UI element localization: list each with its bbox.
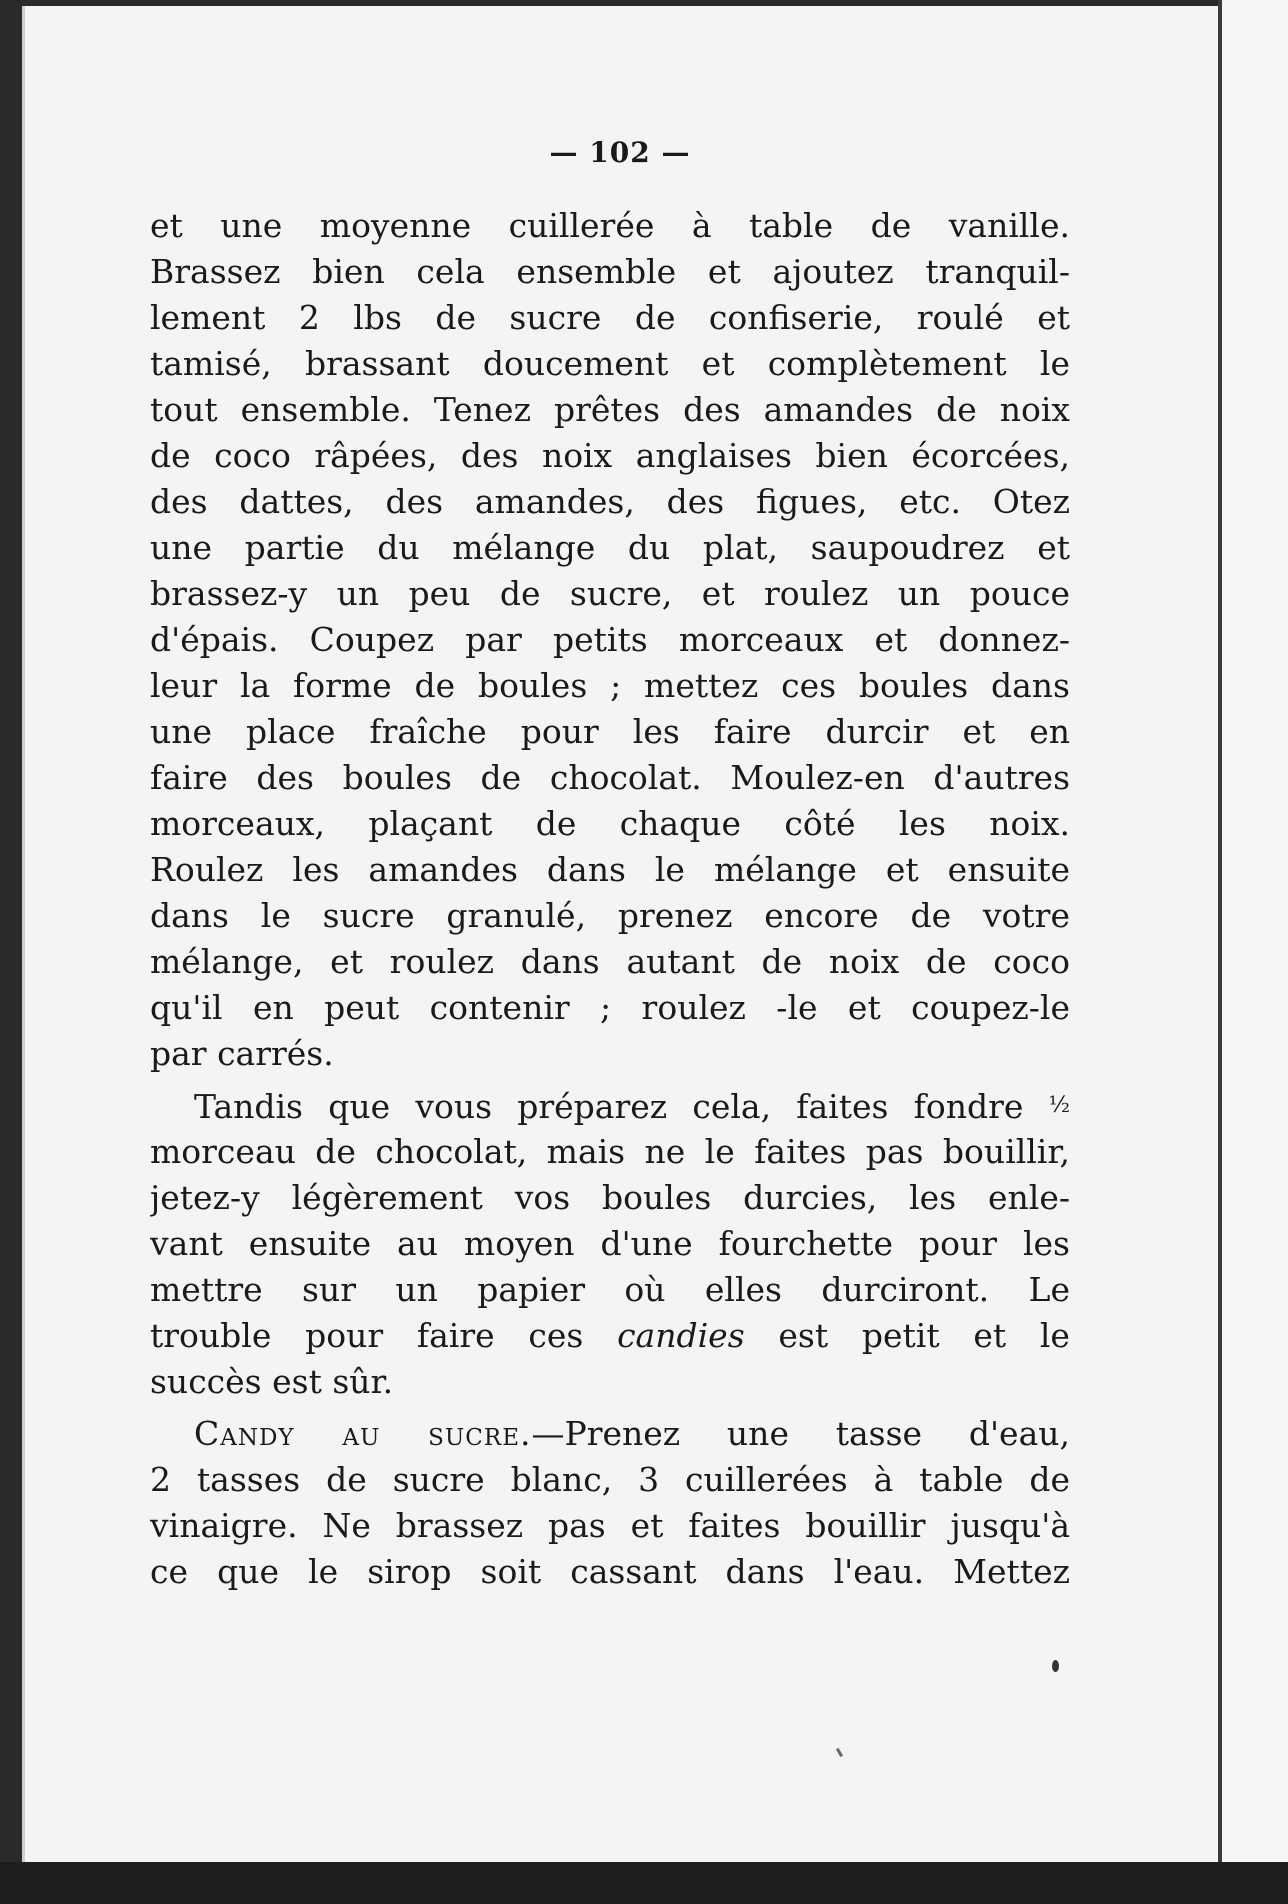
text-span: —Prenez une tasse d'eau,	[531, 1414, 1070, 1453]
text-line: et une moyenne cuillerée à table de vanille.	[150, 206, 1070, 245]
italic-word: candies	[617, 1316, 745, 1355]
text-span: trouble pour faire ces	[150, 1316, 584, 1355]
page-text	[150, 136, 1070, 1595]
text-line	[150, 1411, 1070, 1457]
text-line: brassez-y un peu de sucre, et roulez un pouce	[150, 574, 1070, 613]
page-number: — 102 —	[549, 136, 691, 169]
text-line: vinaigre. Ne brassez pas et faites bouillir jusqu'à	[150, 1506, 1070, 1545]
ink-speck	[1052, 1660, 1059, 1672]
paragraph-1	[150, 203, 1070, 1077]
section-heading: Candy au sucre.	[194, 1414, 532, 1453]
paragraph-2-lines	[150, 1129, 1070, 1313]
fraction: ½	[1048, 1093, 1070, 1118]
text-line: ce que le sirop soit cassant dans l'eau. Mettez	[150, 1552, 1070, 1591]
text-line: Brassez bien cela ensemble et ajoutez tranquil-	[150, 252, 1070, 291]
text-line: de coco râpées, des noix anglaises bien écorcées,	[150, 436, 1070, 475]
paragraph-3	[150, 1411, 1070, 1595]
adjacent-page-edge	[1218, 0, 1288, 1864]
text-line: d'épais. Coupez par petits morceaux et donnez-	[150, 620, 1070, 659]
text-line: Roulez les amandes dans le mélange et ensuite	[150, 850, 1070, 889]
text-line: des dattes, des amandes, des figues, etc. Otez	[150, 482, 1070, 521]
text-line: succès est sûr.	[150, 1362, 394, 1401]
text-line: leur la forme de boules ; mettez ces boules dans	[150, 666, 1070, 705]
text-line	[150, 1083, 1070, 1129]
text-line: vant ensuite au moyen d'une fourchette pour les	[150, 1224, 1070, 1263]
text-line: une partie du mélange du plat, saupoudrez et	[150, 528, 1070, 567]
scan-bottom-border	[0, 1862, 1288, 1904]
text-line: tamisé, brassant doucement et complètement le	[150, 344, 1070, 383]
text-line: une place fraîche pour les faire durcir et en	[150, 712, 1070, 751]
text-line: tout ensemble. Tenez prêtes des amandes de noix	[150, 390, 1070, 429]
text-line: dans le sucre granulé, prenez encore de votre	[150, 896, 1070, 935]
text-line: 2 tasses de sucre blanc, 3 cuillerées à table de	[150, 1460, 1070, 1499]
text-span: est petit et le	[778, 1316, 1070, 1355]
text-line	[150, 1313, 1070, 1359]
text-line: mélange, et roulez dans autant de noix de coco	[150, 942, 1070, 981]
text-span: Tandis que vous préparez cela, faites fondre	[194, 1087, 1024, 1126]
paragraph-3-lines	[150, 1457, 1070, 1595]
paragraph-2	[150, 1083, 1070, 1405]
text-line: morceau de chocolat, mais ne le faites pas bouillir,	[150, 1132, 1070, 1171]
text-line: jetez-y légèrement vos boules durcies, les enle-	[150, 1178, 1070, 1217]
text-line: lement 2 lbs de sucre de confiserie, roulé et	[150, 298, 1070, 337]
text-line: faire des boules de chocolat. Moulez-en d'autres	[150, 758, 1070, 797]
text-line: morceaux, plaçant de chaque côté les noix.	[150, 804, 1070, 843]
text-line: mettre sur un papier où elles durciront. Le	[150, 1270, 1070, 1309]
text-line: par carrés.	[150, 1034, 334, 1073]
text-line: qu'il en peut contenir ; roulez -le et coupez-le	[150, 988, 1070, 1027]
